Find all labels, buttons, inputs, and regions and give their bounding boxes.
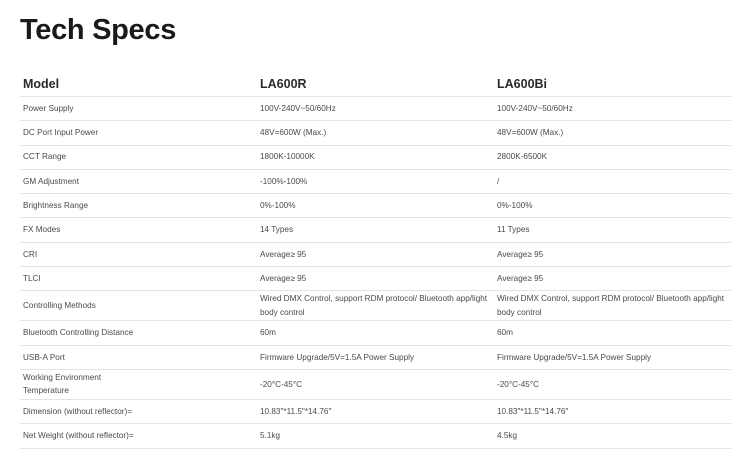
row-label: CCT Range [20,145,257,169]
row-value-la600bi: Wired DMX Control, support RDM protocol/ Bluetooth app/light body control [494,291,731,321]
table-row [20,267,731,291]
table-row [20,399,731,423]
row-label: USB-A Port [20,345,257,369]
row-value-la600bi: 48V=600W (Max.) [494,121,731,145]
table-row [20,145,731,169]
row-label: GM Adjustment [20,169,257,193]
row-value-la600r: Firmware Upgrade/5V=1.5A Power Supply [257,345,494,369]
row-label: Net Weight (without reflector)= [20,424,257,448]
row-value-la600bi: 60m [494,321,731,345]
table-row [20,424,731,448]
row-value-la600r: 0%-100% [257,194,494,218]
row-value-la600bi: 0%-100% [494,194,731,218]
row-value-la600r: 60m [257,321,494,345]
row-label: Working Environment Temperature [20,369,257,399]
row-value-la600r: 10.83"*11.5"*14.76" [257,399,494,423]
row-value-la600r: Wired DMX Control, support RDM protocol/ Bluetooth app/light body control [257,291,494,321]
row-label: FX Modes [20,218,257,242]
table-row [20,291,731,321]
row-value-la600r: 14 Types [257,218,494,242]
row-label: Power Supply [20,97,257,121]
row-value-la600r: 1800K-10000K [257,145,494,169]
row-label: Bluetooth Controlling Distance [20,321,257,345]
row-value-la600r: 100V-240V~50/60Hz [257,97,494,121]
row-value-la600r: 48V=600W (Max.) [257,121,494,145]
table-row [20,369,731,399]
header-model: Model [20,71,257,97]
table-row [20,321,731,345]
header-la600r: LA600R [257,71,494,97]
row-value-la600r: Average≥ 95 [257,242,494,266]
row-label: CRI [20,242,257,266]
table-row [20,194,731,218]
table-row [20,218,731,242]
table-row [20,121,731,145]
row-label: DC Port Input Power [20,121,257,145]
row-value-la600bi: Average≥ 95 [494,242,731,266]
row-value-la600r: Average≥ 95 [257,267,494,291]
row-label: TLCI [20,267,257,291]
table-header-row [20,71,731,97]
row-value-la600bi: 10.83"*11.5"*14.76" [494,399,731,423]
row-label: Brightness Range [20,194,257,218]
row-value-la600r: -100%-100% [257,169,494,193]
row-value-la600r: 5.1kg [257,424,494,448]
row-value-la600bi: / [494,169,731,193]
row-value-la600bi: 100V-240V~50/60Hz [494,97,731,121]
row-label: Dimension (without reflector)= [20,399,257,423]
row-value-la600bi: -20°C-45°C [494,369,731,399]
row-value-la600bi: 4.5kg [494,424,731,448]
specs-table [20,71,731,449]
row-value-la600r: -20°C-45°C [257,369,494,399]
row-label: Controlling Methods [20,291,257,321]
table-row [20,345,731,369]
row-value-la600bi: Average≥ 95 [494,267,731,291]
table-row [20,169,731,193]
row-value-la600bi: Firmware Upgrade/5V=1.5A Power Supply [494,345,731,369]
row-value-la600bi: 2800K-6500K [494,145,731,169]
header-la600bi: LA600Bi [494,71,731,97]
row-value-la600bi: 11 Types [494,218,731,242]
table-row [20,242,731,266]
page-title: Tech Specs [20,14,177,46]
table-row [20,97,731,121]
